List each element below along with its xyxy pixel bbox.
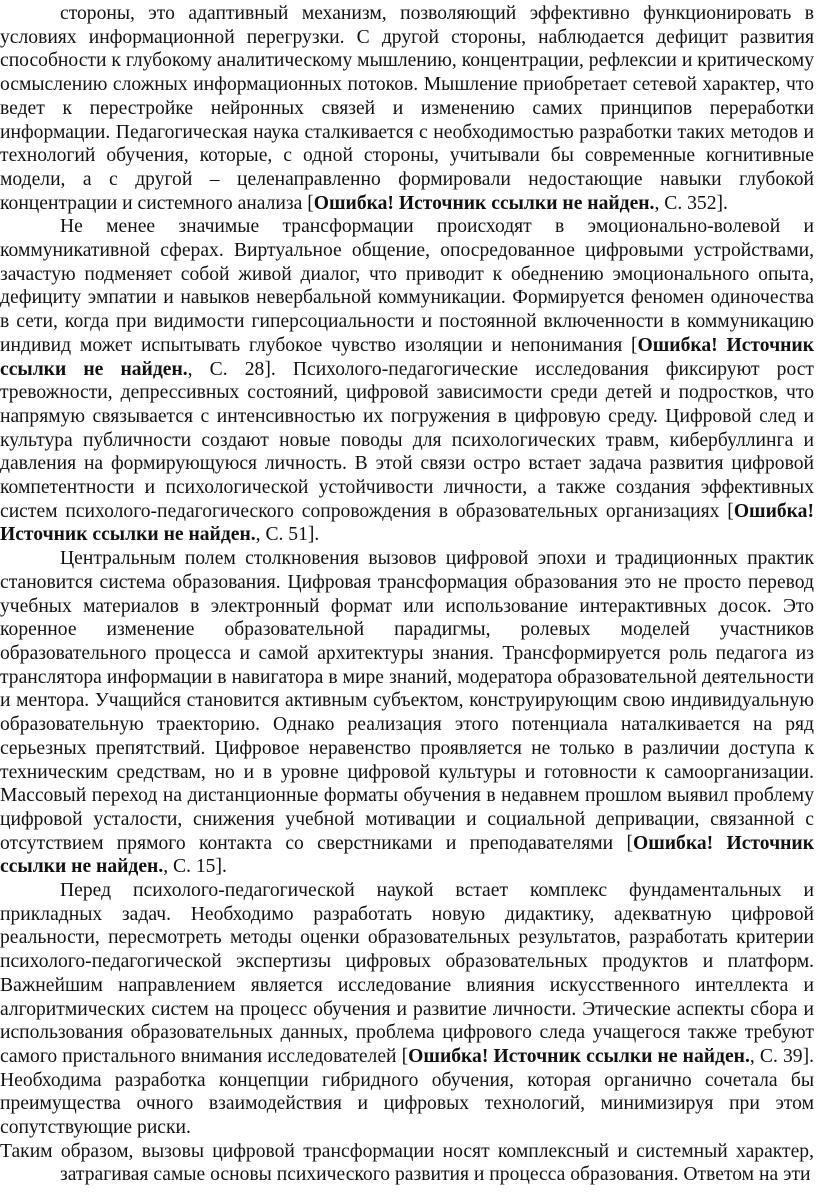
paragraph-text: Таким образом, вызовы цифровой трансформации носят комплексный и системный характер, затрагивая самые основы психического развития и процесса образования. Ответом на эти <box>0 1140 814 1186</box>
paragraph-text: , С. 28]. Психолого-педагогические исследования фиксируют рост тревожности, депрессивных состояний, цифровой зависимости среди детей и подростков, что напрямую связывается с интенсивностью их погружения в цифровую среду. Цифровой след и культура публичности создают новые поводы для психологических травм, кибербуллинга и давления на формирующуюся личность. В этой связи остро встает задача развития цифровой компетентности и психологической устойчивости личности, а также создания эффективных систем психолого-педагогического сопровождения в образовательных организациях [ <box>0 358 814 522</box>
paragraph <box>0 879 814 1140</box>
paragraph-text: , С. 39]. Необходима разработка концепции гибридного обучения, которая органично сочетала бы преимущества очного взаимодействия и цифровых технологий, минимизируя при этом сопутствующие риски. <box>0 1045 815 1139</box>
paragraph <box>0 547 814 879</box>
paragraph <box>0 215 814 547</box>
paragraph-text: стороны, это адаптивный механизм, позволяющий эффективно функционировать в условиях информационной перегрузки. С другой стороны, наблюдается дефицит развития способности к глубокому аналитическому мышлению, концентрации, рефлексии и критическому осмыслению сложных информационных потоков. Мышление приобретает сетевой характер, что ведет к перестройке нейронных связей и изменению самих принципов переработки информации. Педагогическая наука сталкивается с необходимостью разработки таких методов и технологий обучения, которые, с одной стороны, учитывали бы современные когнитивные модели, а с другой – целенаправленно формировали недостающие навыки глубокой концентрации и системного анализа [ <box>0 3 814 214</box>
paragraph-text: , С. 352]. <box>654 192 728 214</box>
paragraph-text: , С. 51]. <box>255 524 320 546</box>
paragraph-text: Не менее значимые трансформации происходят в эмоционально-волевой и коммуникативной сферах. Виртуальное общение, опосредованное цифровыми устройствами, зачастую подменяет собой живой диалог, что приводит к обеднению эмоционального опыта, дефициту эмпатии и навыков невербальной коммуникации. Формируется феномен одиночества в сети, когда при видимости гиперсоциальности и постоянной включенности в коммуникацию индивид может испытывать глубокое чувство изоляции и непонимания [ <box>0 216 814 356</box>
citation-error-text: Ошибка! Источник ссылки не найден. <box>408 1045 750 1067</box>
citation-error-text: Ошибка! Источник ссылки не найден. <box>0 500 814 546</box>
citation-error-text: Ошибка! Источник ссылки не найден. <box>0 832 815 878</box>
citation-error-text: Ошибка! Источник ссылки не найден. <box>313 192 655 214</box>
paragraph <box>0 1140 814 1187</box>
paragraph <box>0 2 814 215</box>
paragraph-text: , С. 15]. <box>163 856 227 878</box>
paragraph-text: Перед психолого-педагогической наукой встает комплекс фундаментальных и прикладных задач. Необходимо разработать новую дидактику, адекватную цифровой реальности, пересмотреть методы оценки образовательных результатов, разработать критерии психолого-педагогической экспертизы цифровых образовательных продуктов и платформ. Важнейшим направлением является исследование влияния искусственного интеллекта и алгоритмических систем на процесс обучения и развитие личности. Этические аспекты сбора и использования образовательных данных, проблема цифрового следа учащегося также требуют самого пристального внимания исследователей [ <box>0 880 814 1067</box>
citation-error-text: Ошибка! Источник ссылки не найден. <box>0 334 814 380</box>
paragraph-text: Центральным полем столкновения вызовов цифровой эпохи и традиционных практик становится система образования. Цифровая трансформация образования это не просто перевод учебных материалов в электронный формат или использование интерактивных досок. Это коренное изменение образовательной парадигмы, ролевых моделей участников образовательного процесса и самой архитектуры знания. Трансформируется роль педагога из транслятора информации в навигатора в мире знаний, модератора образовательной деятельности и ментора. Учащийся становится активным субъектом, конструирующим свою индивидуальную образовательную траекторию. Однако реализация этого потенциала наталкивается на ряд серьезных препятствий. Цифровое неравенство проявляется не только в различии доступа к техническим средствам, но и в уровне цифровой культуры и готовности к самоорганизации. Массовый переход на дистанционные форматы обучения в недавнем прошлом выявил проблему цифровой усталости, снижения учебной мотивации и социальной депривации, связанной с отсутствием прямого контакта со сверстниками и преподавателями [ <box>0 548 814 854</box>
